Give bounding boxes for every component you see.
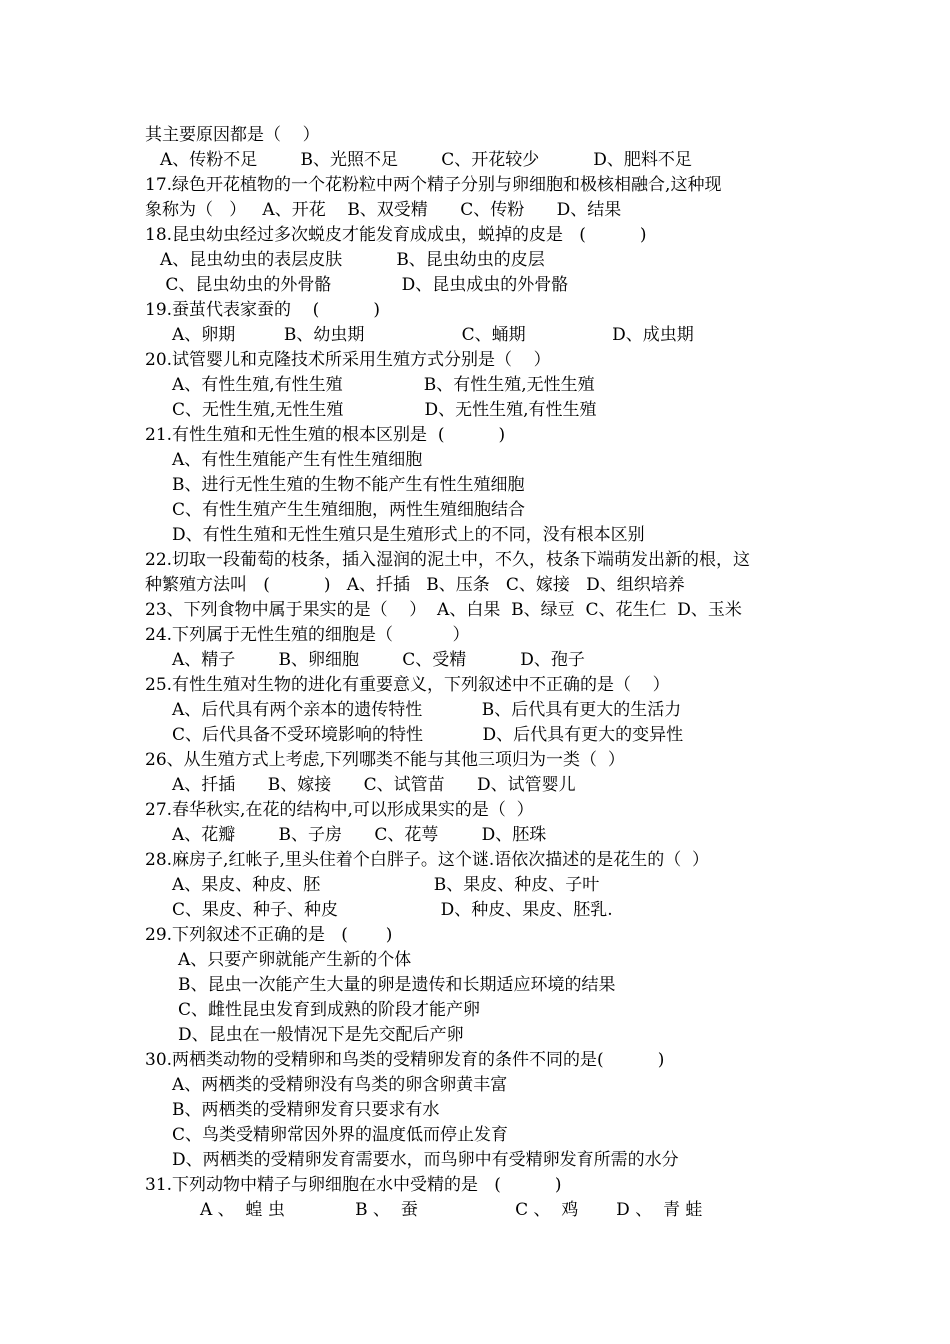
text-line: D、昆虫在一般情况下是先交配后产卵	[178, 1025, 464, 1045]
text-line: A、只要产卵就能产生新的个体	[178, 950, 412, 970]
text-line: A、花瓣 B、子房 C、花萼 D、胚珠	[172, 825, 547, 845]
text-line: A、精子 B、卵细胞 C、受精 D、孢子	[172, 650, 585, 670]
text-line: A、果皮、种皮、胚 B、果皮、种皮、子叶	[172, 875, 600, 895]
text-line: A、昆虫幼虫的表层皮肤 B、昆虫幼虫的皮层	[160, 250, 545, 270]
text-line: 24.下列属于无性生殖的细胞是（ ）	[145, 625, 470, 645]
text-line: C、无性生殖,无性生殖 D、无性生殖,有性生殖	[172, 400, 597, 420]
text-line: C、后代具备不受环境影响的特性 D、后代具有更大的变异性	[172, 725, 684, 745]
text-line: 20.试管婴儿和克隆技术所采用生殖方式分别是（ ）	[145, 350, 551, 370]
text-line: C、昆虫幼虫的外骨骼 D、昆虫成虫的外骨骼	[160, 275, 569, 295]
text-line: C、雌性昆虫发育到成熟的阶段才能产卵	[178, 1000, 481, 1020]
text-line: B、昆虫一次能产生大量的卵是遗传和长期适应环境的结果	[178, 975, 616, 995]
text-line: A 、 蝗 虫 B 、 蚕 C 、 鸡 D 、 青 蛙	[200, 1200, 703, 1220]
text-line: A、有性生殖,有性生殖 B、有性生殖,无性生殖	[172, 375, 595, 395]
text-line: 其主要原因都是（ ）	[145, 125, 320, 145]
text-line: 18.昆虫幼虫经过多次蜕皮才能发育成成虫，蜕掉的皮是 ( )	[145, 225, 647, 245]
text-line: A、两栖类的受精卵没有鸟类的卵含卵黄丰富	[172, 1075, 508, 1095]
text-line: C、鸟类受精卵常因外界的温度低而停止发育	[172, 1125, 509, 1145]
text-line: B、两栖类的受精卵发育只要求有水	[172, 1100, 440, 1120]
text-line: D、两栖类的受精卵发育需要水，而鸟卵中有受精卵发育所需的水分	[172, 1150, 679, 1170]
text-line: A、扦插 B、嫁接 C、试管苗 D、试管婴儿	[172, 775, 576, 795]
text-line: 27.春华秋实,在花的结构中,可以形成果实的是（ ）	[145, 800, 534, 820]
text-line: 30.两栖类动物的受精卵和鸟类的受精卵发育的条件不同的是( )	[145, 1050, 665, 1070]
text-line: C、有性生殖产生生殖细胞，两性生殖细胞结合	[172, 500, 526, 520]
text-line: 23、下列食物中属于果实的是（ ） A、白果 B、绿豆 C、花生仁 D、玉米	[145, 600, 742, 620]
text-line: A、卵期 B、幼虫期 C、蛹期 D、成虫期	[172, 325, 694, 345]
text-line: A、有性生殖能产生有性生殖细胞	[172, 450, 423, 470]
text-line: 22.切取一段葡萄的枝条，插入湿润的泥土中，不久，枝条下端萌发出新的根，这	[145, 550, 751, 570]
text-line: B、进行无性生殖的生物不能产生有性生殖细胞	[172, 475, 525, 495]
text-line: 28.麻房子,红帐子,里头住着个白胖子。这个谜.语依次描述的是花生的（ ）	[145, 850, 710, 870]
text-line: 26、从生殖方式上考虑,下列哪类不能与其他三项归为一类（ ）	[145, 750, 625, 770]
text-line: 种繁殖方法叫 ( ) A、扦插 B、压条 C、嫁接 D、组织培养	[145, 575, 685, 595]
text-line: 29.下列叙述不正确的是 ( )	[145, 925, 393, 945]
text-line: 17.绿色开花植物的一个花粉粒中两个精子分别与卵细胞和极核相融合,这种现	[145, 175, 722, 195]
text-line: 25.有性生殖对生物的进化有重要意义，下列叙述中不正确的是（ ）	[145, 675, 670, 695]
text-line: A、后代具有两个亲本的遗传特性 B、后代具有更大的生活力	[172, 700, 682, 720]
text-line: 象称为（ ） A、开花 B、双受精 C、传粉 D、结果	[145, 200, 622, 220]
text-line: A、传粉不足 B、光照不足 C、开花较少 D、肥料不足	[160, 150, 692, 170]
text-line: C、果皮、种子、种皮 D、种皮、果皮、胚乳.	[172, 900, 613, 920]
text-line: D、有性生殖和无性生殖只是生殖形式上的不同，没有根本区别	[172, 525, 645, 545]
text-line: 19.蚕茧代表家蚕的 ( )	[145, 300, 380, 320]
text-line: 21.有性生殖和无性生殖的根本区别是 ( )	[145, 425, 506, 445]
text-line: 31.下列动物中精子与卵细胞在水中受精的是 ( )	[145, 1175, 562, 1195]
